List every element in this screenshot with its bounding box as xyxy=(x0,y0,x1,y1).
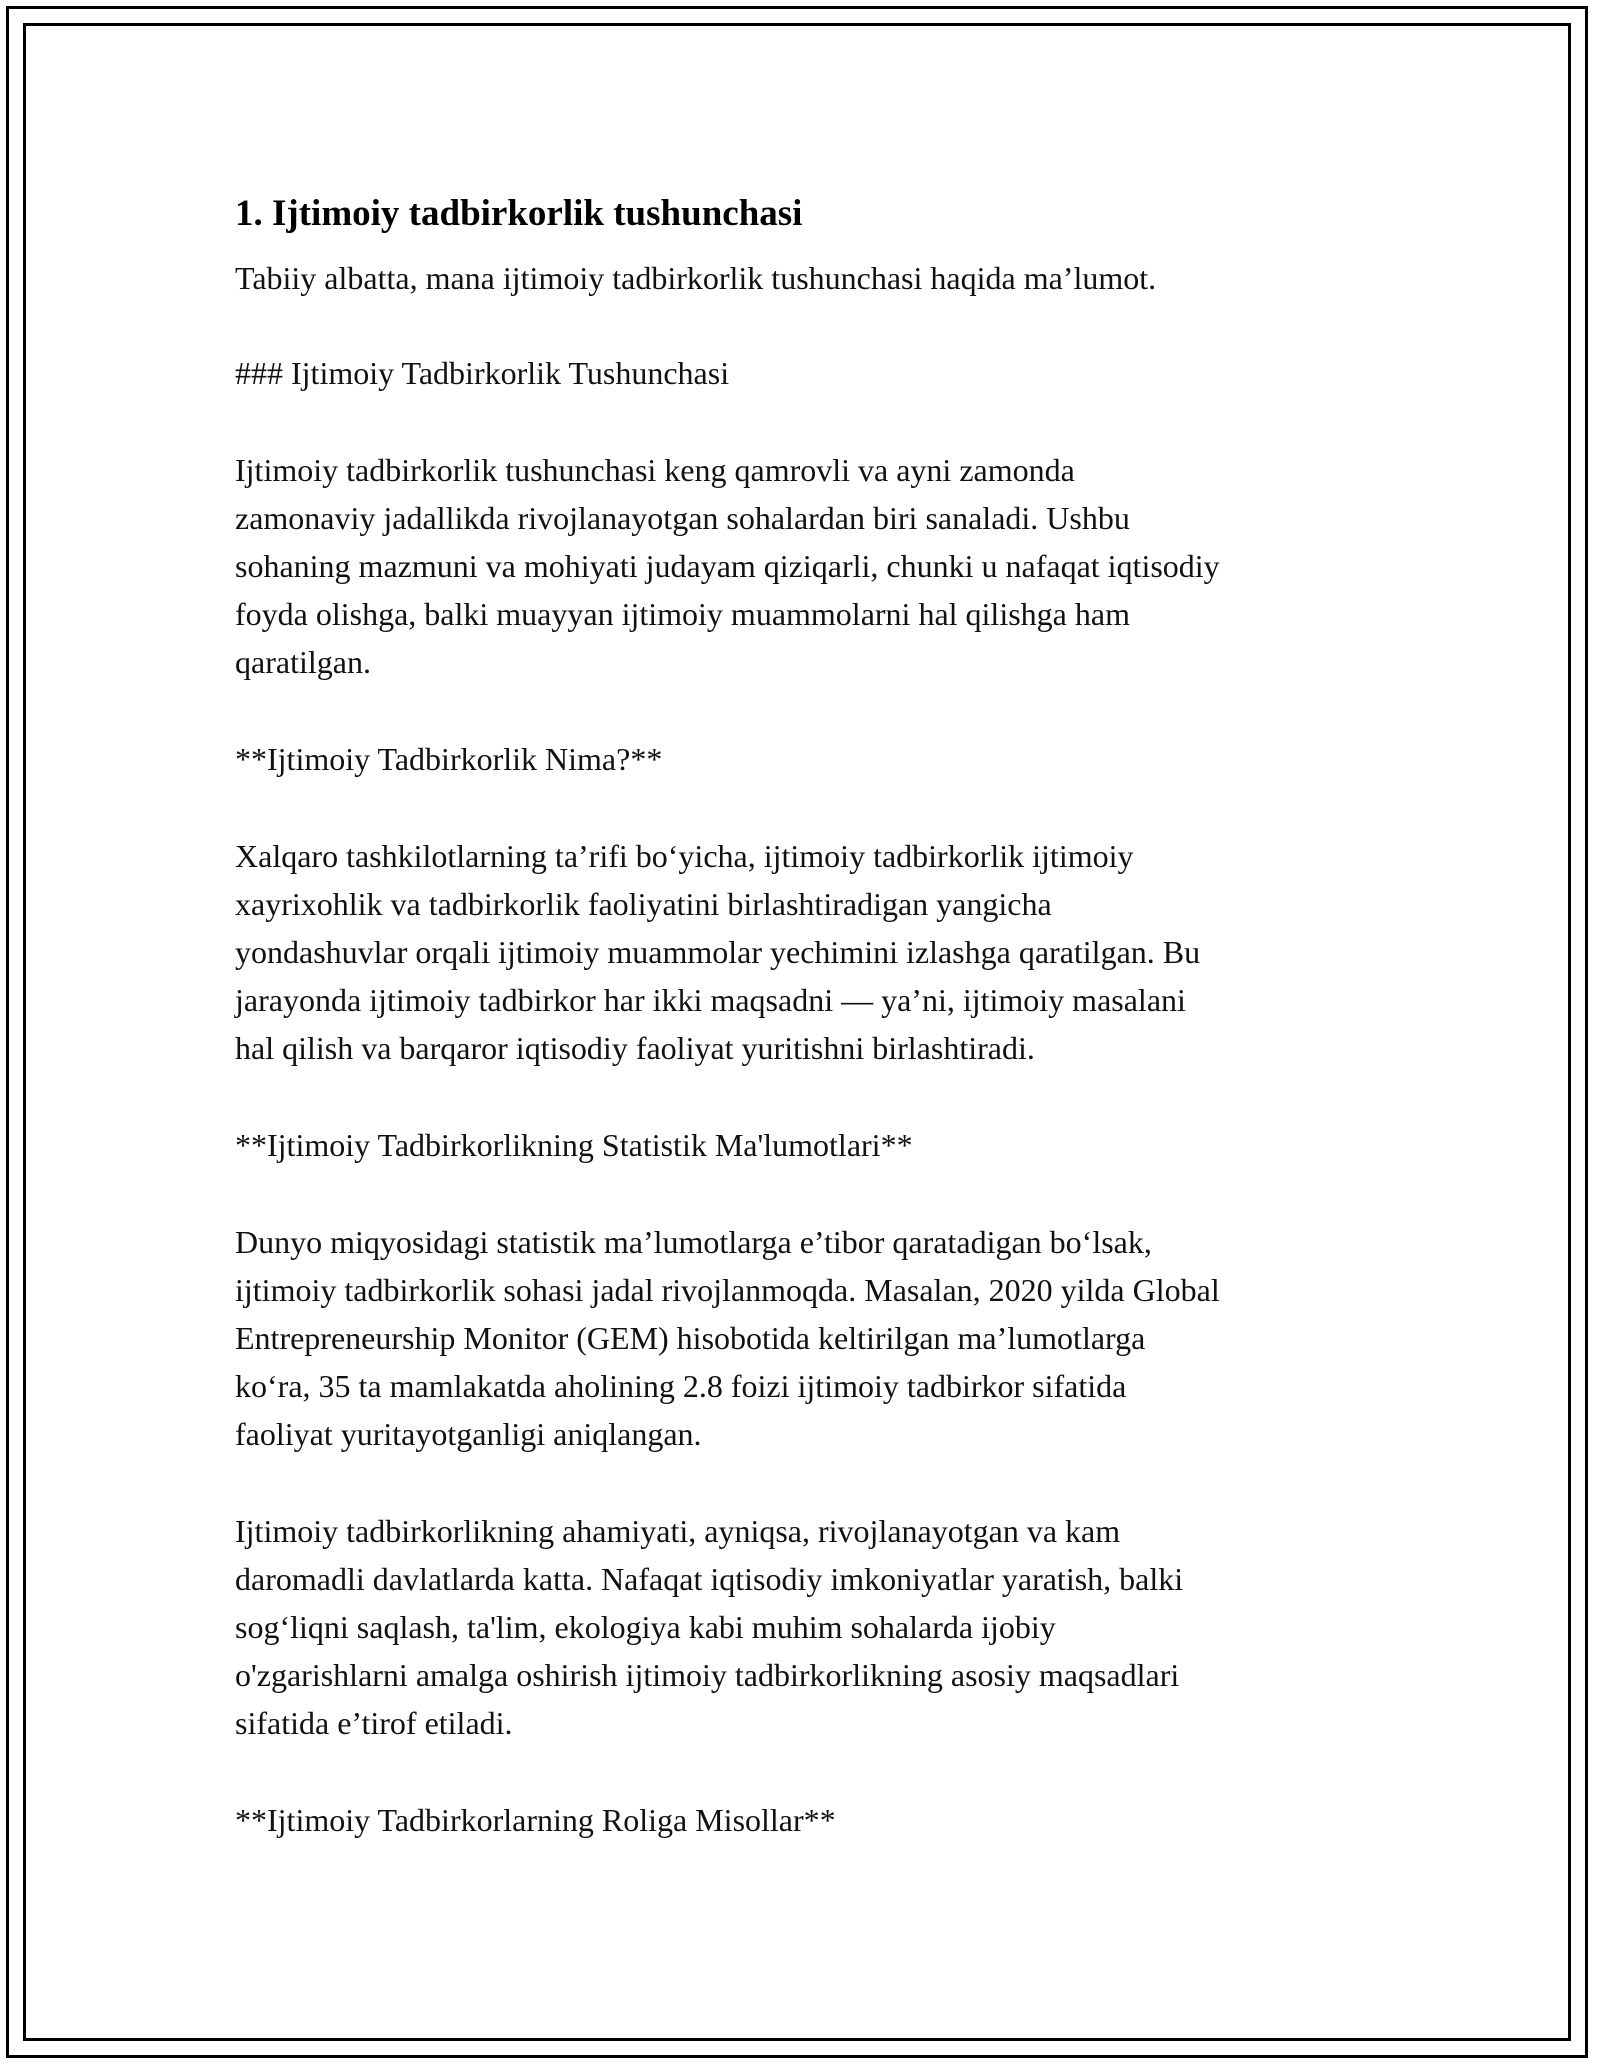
subheading-what-is: **Ijtimoiy Tadbirkorlik Nima?** xyxy=(235,741,663,777)
document-title: 1. Ijtimoiy tadbirkorlik tushunchasi xyxy=(235,193,803,234)
importance-paragraph: Ijtimoiy tadbirkorlikning ahamiyati, ayniqsa, rivojlanayotgan va kam daromadli davlatlarda katta. Nafaqat iqtisodiy imkoniyatlar yaratish, balki sog‘liqni saqlash, ta'lim, ekologiya kabi muhim sohalarda ijobiy o'zgarishlarni amalga oshirish ijtimoiy tadbirkorlikning asosiy maqsadlari sifatida e’tirof etiladi. xyxy=(235,1513,1184,1741)
definition-paragraph: Ijtimoiy tadbirkorlik tushunchasi keng qamrovli va ayni zamonda zamonaviy jadallikda rivojlanayotgan sohalardan biri sanaladi. Ushbu sohaning mazmuni va mohiyati judayam qiziqarli, chunki u nafaqat iqtisodiy foyda olishga, balki muayyan ijtimoiy muammolarni hal qilishga ham qaratilgan. xyxy=(235,452,1220,680)
statistics-paragraph: Dunyo miqyosidagi statistik ma’lumotlarga e’tibor qaratadigan bo‘lsak, ijtimoiy tadbirkorlik sohasi jadal rivojlanmoqda. Masalan, 2020 yilda Global Entrepreneurship Monitor (GEM) hisobotida keltirilgan ma’lumotlarga ko‘ra, 35 ta mamlakatda aholining 2.8 foizi ijtimoiy tadbirkor sifatida faoliyat yuritayotganligi aniqlangan. xyxy=(235,1224,1220,1452)
intro-paragraph: Tabiiy albatta, mana ijtimoiy tadbirkorlik tushunchasi haqida ma’lumot. xyxy=(235,260,1157,296)
document-body xyxy=(235,188,1375,1893)
subheading-statistics: **Ijtimoiy Tadbirkorlikning Statistik Ma'lumotlari** xyxy=(235,1127,913,1163)
section-heading-markdown: ### Ijtimoiy Tadbirkorlik Tushunchasi xyxy=(235,355,730,391)
international-definition-paragraph: Xalqaro tashkilotlarning ta’rifi bo‘yicha, ijtimoiy tadbirkorlik ijtimoiy xayrixohlik va tadbirkorlik faoliyatini birlashtiradigan yangicha yondashuvlar orqali ijtimoiy muammolar yechimini izlashga qaratilgan. Bu jarayonda ijtimoiy tadbirkor har ikki maqsadni — ya’ni, ijtimoiy masalani hal qilish va barqaror iqtisodiy faoliyat yuritishni birlashtiradi. xyxy=(235,838,1201,1066)
subheading-examples: **Ijtimoiy Tadbirkorlarning Roliga Misollar** xyxy=(235,1802,836,1838)
